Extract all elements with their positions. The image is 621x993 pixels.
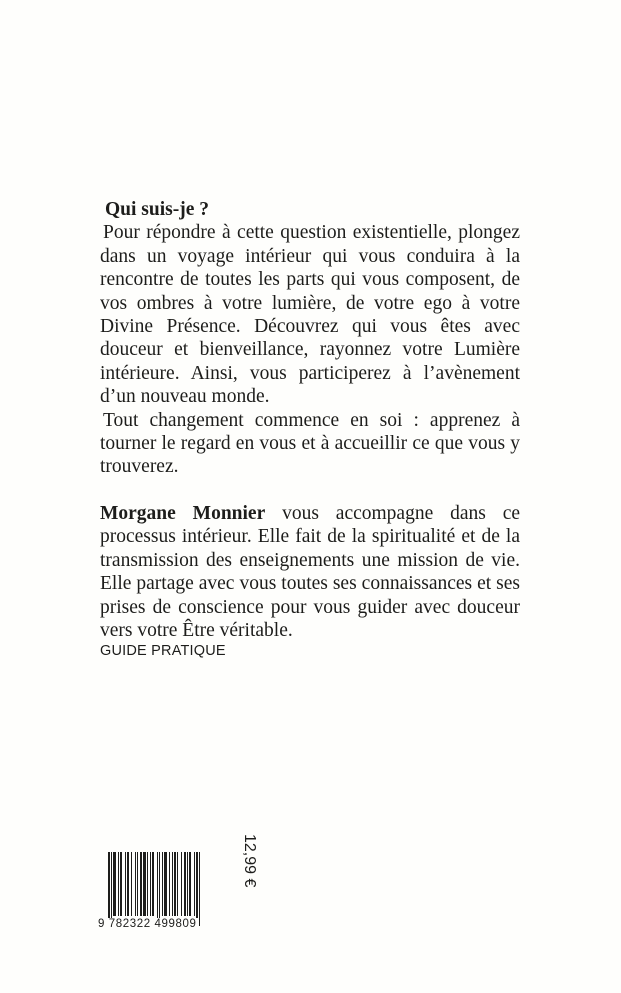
blurb-paragraph-1: Pour répondre à cette question existentielle, plongez dans un voyage intérieur qui vous conduira à la rencontre de toutes les parts qui vous composent, de vos ombres à votre lumière, de votre ego à votre Divine Présence. Découvrez qui vous êtes avec douceur et bienveillance, rayonnez votre Lumière intérieure. Ainsi, vous participerez à l’avènement d’un nouveau monde. — [100, 222, 520, 408]
barcode-bar — [181, 852, 182, 916]
blurb-paragraph-2: Tout changement commence en soi : apprenez à tourner le regard en vous et à accueillir ce que vous y trouverez. — [100, 409, 520, 478]
barcode-bar — [125, 852, 126, 916]
barcode-bar — [177, 852, 178, 916]
barcode-bar — [152, 852, 154, 916]
barcode-bar — [131, 852, 132, 916]
barcode-bar — [164, 852, 167, 916]
isbn-number: 9 782322 499809 — [98, 918, 197, 930]
blurb-text — [100, 198, 520, 642]
author-bio: vous accompagne dans ce processus intérieur. Elle fait de la spiritualité et de la transmission des enseignements une mission de vie. Elle partage avec vous toutes ses connaissances et ses prises de conscience pour vous guider avec douceur vers votre Être véritable. — [100, 502, 520, 641]
barcode-bar — [159, 852, 160, 926]
barcode-bar — [127, 852, 129, 916]
barcode-bar — [196, 852, 198, 926]
author-paragraph — [100, 502, 520, 642]
barcode-bar — [169, 852, 170, 916]
barcode-bar — [118, 852, 119, 916]
barcode-bar — [184, 852, 186, 916]
barcode-bar — [194, 852, 195, 916]
barcode-bar — [162, 852, 163, 916]
barcode-bar — [174, 852, 176, 916]
author-name: Morgane Monnier — [100, 502, 266, 524]
barcode-bar — [120, 852, 122, 916]
barcode-bar — [199, 852, 200, 926]
barcode-bar — [113, 852, 116, 916]
barcode-bar — [147, 852, 148, 916]
barcode-bar — [111, 852, 112, 926]
blurb-heading: Qui suis-je ? — [105, 199, 210, 220]
barcode-bar — [172, 852, 173, 916]
barcode-bar — [189, 852, 191, 916]
barcode-bar — [135, 852, 136, 916]
barcode-bar — [150, 852, 151, 916]
category-label: GUIDE PRATIQUE — [100, 643, 226, 659]
barcode-bar — [140, 852, 142, 916]
barcode-bar — [143, 852, 146, 916]
barcode-bar — [108, 852, 110, 926]
price-label: 12,99 € — [241, 834, 258, 888]
barcode-bar — [137, 852, 138, 916]
barcode-bar — [187, 852, 188, 916]
paragraph-gap — [100, 479, 520, 502]
barcode-bar — [157, 852, 158, 926]
